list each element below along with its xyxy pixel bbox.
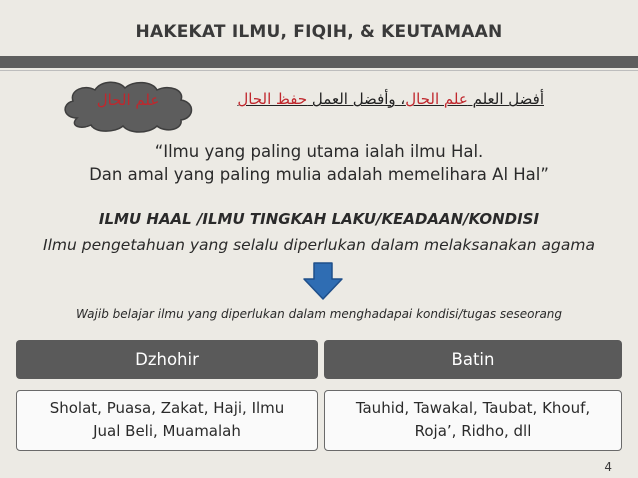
quote-line-1: “Ilmu yang paling utama ialah ilmu Hal.	[154, 142, 484, 161]
arabic-red2: حفظ الحال	[237, 90, 308, 108]
dzhohir-line-1: Sholat, Puasa, Zakat, Haji, Ilmu	[49, 399, 285, 417]
batin-line-1: Tauhid, Tawakal, Taubat, Khouf,	[355, 399, 591, 417]
batin-body	[324, 390, 622, 451]
quote-line-2: Dan amal yang paling mulia adalah memelihara Al Hal”	[89, 165, 549, 184]
dzhohir-line-2: Jual Beli, Muamalah	[93, 422, 241, 440]
down-arrow-icon	[303, 262, 343, 300]
title-divider	[0, 70, 638, 71]
page-number: 4	[604, 460, 612, 474]
arabic-red1: علم الحال	[405, 90, 468, 108]
batin-line-2: Roja’, Ridho, dll	[414, 422, 532, 440]
arabic-saying	[214, 90, 544, 108]
dzhohir-body	[16, 390, 318, 451]
cloud-label: علم الحال	[96, 91, 160, 109]
translation-quote	[0, 140, 638, 186]
section-subheading: Ilmu pengetahuan yang selalu diperlukan dalam melaksanakan agama	[43, 236, 595, 254]
section-heading: ILMU HAAL /ILMU TINGKAH LAKU/KEADAAN/KONDISI	[98, 210, 540, 228]
arabic-part1: أفضل العلم	[467, 90, 544, 108]
arabic-part2: ، وأفضل العمل	[307, 90, 406, 108]
wajib-note: Wajib belajar ilmu yang diperlukan dalam menghadapai kondisi/tugas seseorang	[75, 307, 563, 321]
title-bar	[0, 56, 638, 68]
batin-header: Batin	[324, 340, 622, 379]
slide-title: HAKEKAT ILMU, FIQIH, & KEUTAMAAN	[135, 22, 503, 42]
dzhohir-header: Dzhohir	[16, 340, 318, 379]
